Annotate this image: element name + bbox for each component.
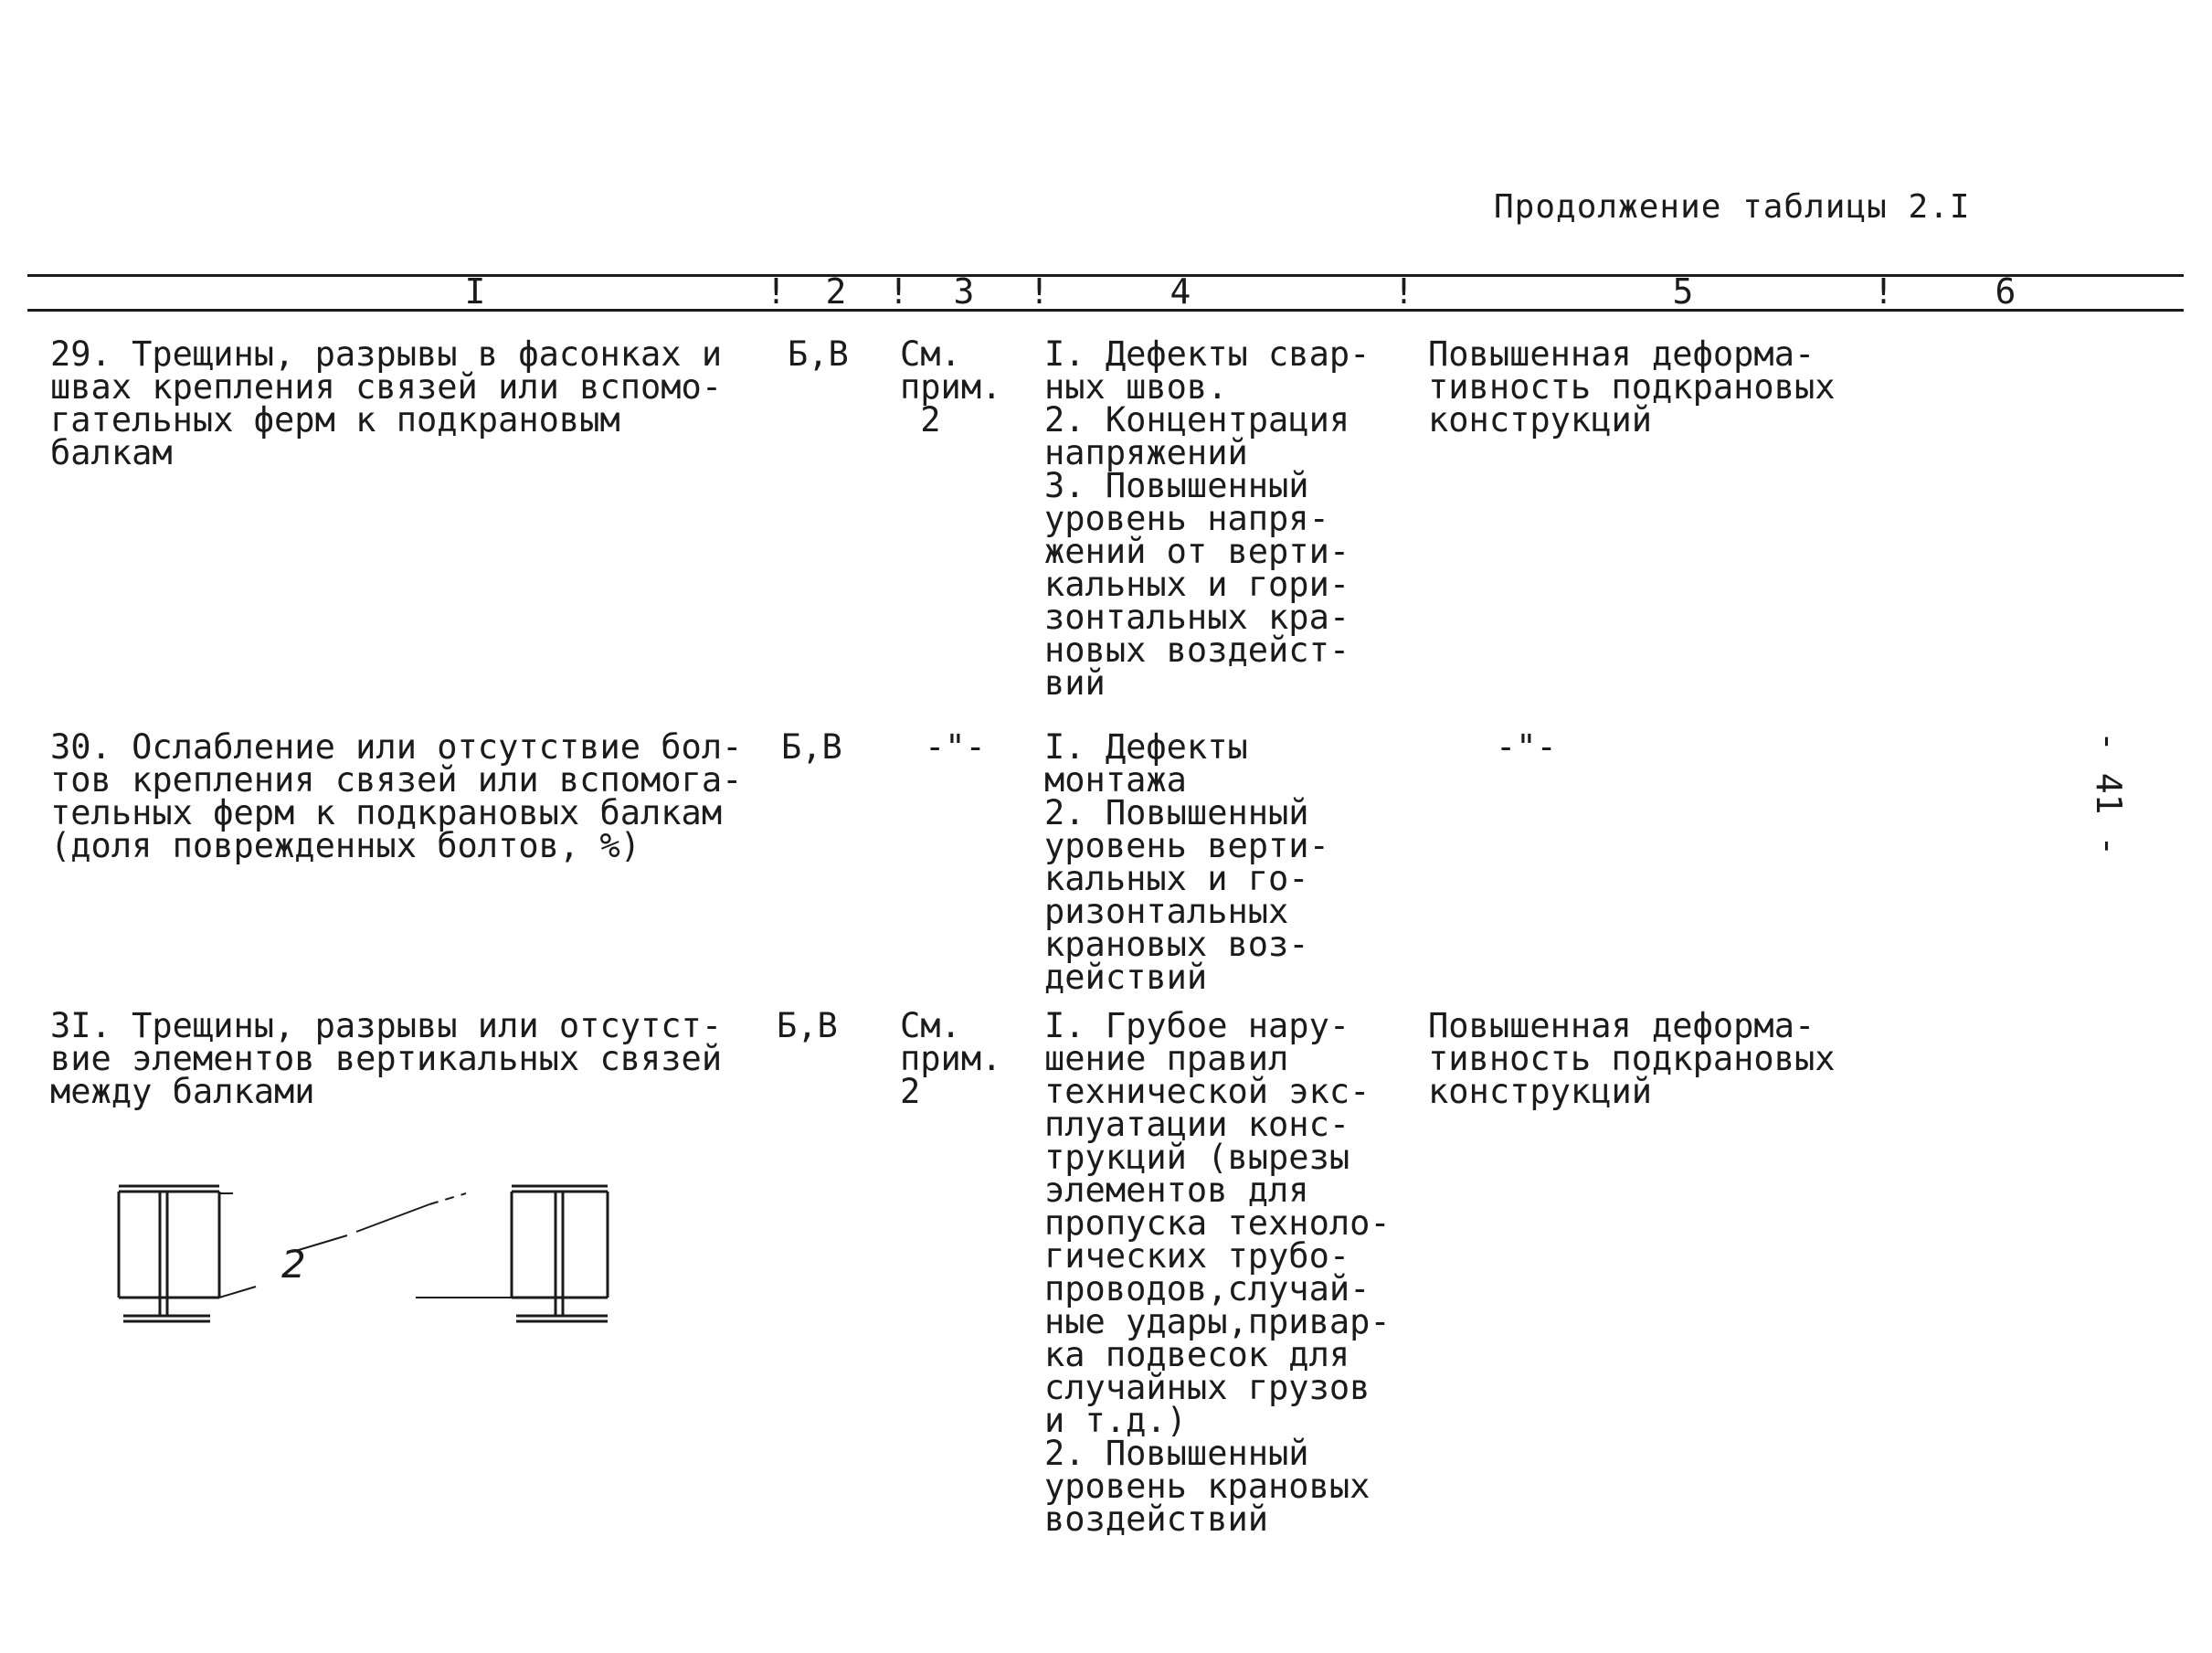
row-30-description: 30. Ослабление или отсутствие бол- тов крепления связей или вспомога- тельных ферм к подкрановых балкам (доля поврежденных болтов, %) xyxy=(50,727,743,865)
page-number: - 41 - xyxy=(2089,731,2129,857)
column-header-6: 6 xyxy=(1995,271,2016,312)
column-header-4: 4 xyxy=(1170,271,1191,312)
row-30-causes: I. Дефекты монтажа 2. Повышенный уровень верти- кальных и го- ризонтальных крановых воз- действий xyxy=(1044,727,1329,997)
column-separator: ! xyxy=(1029,271,1050,312)
row-30-category: Б,В xyxy=(781,727,842,767)
vertical-bracing-sketch xyxy=(110,1179,621,1343)
column-separator: ! xyxy=(1873,271,1894,312)
row-30-reference: -"- xyxy=(925,727,986,767)
column-header-5: 5 xyxy=(1672,271,1694,312)
row-29-description: 29. Трещины, разрывы в фасонках и швах крепления связей или вспомо- гательных ферм к подкрановым балкам xyxy=(50,334,723,472)
row-30-consequences: -"- xyxy=(1496,727,1557,767)
column-separator: ! xyxy=(766,271,787,312)
row-29-reference: См. прим. 2 xyxy=(900,334,1002,440)
row-29-causes: I. Дефекты свар- ных швов. 2. Концентрация напряжений 3. Повышенный уровень напря- жений от верти- кальных и гори- зонтальных кра- новых воздейст- вий xyxy=(1044,334,1371,703)
column-header-2: 2 xyxy=(825,271,847,312)
row-31-reference: См. прим. 2 xyxy=(900,1006,1002,1111)
row-31-causes: I. Грубое нару- шение правил технической экс- плуатации конс- трукций (вырезы элементов для пропуска техноло- гических трубо- проводов,случай- ные удары,привар- ка подвесок для случайных грузов и т.д.) 2. Повышенный уровень крановых воздействий xyxy=(1044,1006,1391,1539)
row-29-category: Б,В xyxy=(788,334,849,374)
row-31-description: 3I. Трещины, разрывы или отсутст- вие элементов вертикальных связей между балками xyxy=(50,1006,723,1111)
column-header-3: 3 xyxy=(953,271,975,312)
brace-diagonal xyxy=(356,1204,429,1232)
table-header-rule xyxy=(27,309,2184,312)
column-separator: ! xyxy=(888,271,909,312)
table-top-rule xyxy=(27,274,2184,277)
column-header-1: I xyxy=(464,271,486,312)
row-29-consequences: Повышенная деформа- тивность подкрановых конструкций xyxy=(1428,334,1836,440)
column-separator: ! xyxy=(1393,271,1414,312)
table-caption: Продолжение таблицы 2.I xyxy=(1494,188,1971,226)
sketch-label: 2 xyxy=(281,1242,306,1287)
row-31-category: Б,В xyxy=(777,1006,838,1045)
row-31-consequences: Повышенная деформа- тивность подкрановых конструкций xyxy=(1428,1006,1836,1111)
